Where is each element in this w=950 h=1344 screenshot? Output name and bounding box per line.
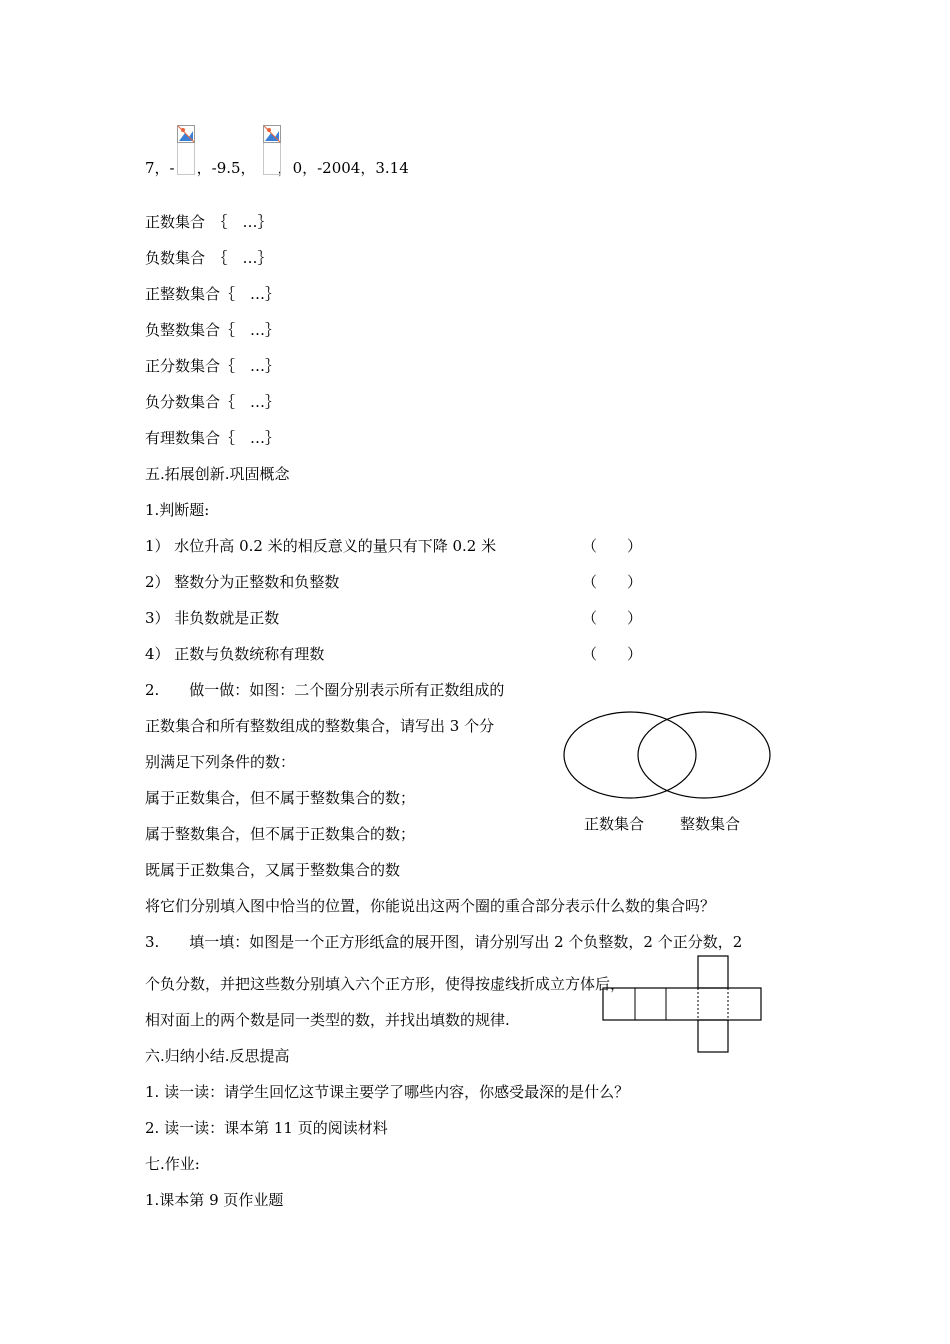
section6-item: 1. 读一读：请学生回忆这节课主要学了哪些内容，你感受最深的是什么？ <box>145 1083 630 1101</box>
q7-tail: ，0，-2004，3.14 <box>277 159 409 177</box>
q3-line: 3. 填一填：如图是一个正方形纸盒的展开图，请分别写出 2 个负整数，2 个正分数，2 <box>145 933 743 951</box>
positive-set-circle <box>564 712 696 798</box>
set-positive-integer: 正整数集合｛ …｝ <box>145 285 281 303</box>
judge-blank[interactable]: （ ） <box>582 537 643 555</box>
q2-line: 属于整数集合，但不属于正数集合的数； <box>145 825 416 843</box>
q2-line: 别满足下列条件的数： <box>145 753 296 771</box>
venn-diagram <box>558 708 778 803</box>
judge-item: 2） 整数分为正整数和负整数 <box>145 573 340 591</box>
q2-line: 2. 做一做：如图：二个圈分别表示所有正数组成的 <box>145 681 505 699</box>
judge-blank[interactable]: （ ） <box>582 573 643 591</box>
q2-line: 正数集合和所有整数组成的整数集合，请写出 3 个分 <box>145 717 495 735</box>
cube-net-diagram <box>602 955 764 1055</box>
section5-title: 五.拓展创新.巩固概念 <box>145 465 290 483</box>
q7-mid: ，-9.5， <box>196 159 256 177</box>
q2-line: 属于正数集合，但不属于整数集合的数； <box>145 789 416 807</box>
set-positive: 正数集合 ｛ …｝ <box>145 213 273 231</box>
set-negative: 负数集合 ｛ …｝ <box>145 249 273 267</box>
q2-line: 将它们分别填入图中恰当的位置，你能说出这两个圈的重合部分表示什么数的集合吗？ <box>145 897 716 915</box>
section7-item: 1.课本第 9 页作业题 <box>145 1191 284 1209</box>
q3-line: 个负分数，并把这些数分别填入六个正方形，使得按虚线折成立方体后， <box>145 975 626 993</box>
judge-blank[interactable]: （ ） <box>582 645 643 663</box>
set-positive-fraction: 正分数集合｛ …｝ <box>145 357 281 375</box>
venn-label-integer: 整数集合 <box>680 815 741 833</box>
section7-title: 七.作业: <box>145 1155 200 1173</box>
section6-item: 2. 读一读：课本第 11 页的阅读材料 <box>145 1119 388 1137</box>
judge-item: 4） 正数与负数统称有理数 <box>145 645 325 663</box>
section6-title: 六.归纳小结.反思提高 <box>145 1047 290 1065</box>
judge-item: 3） 非负数就是正数 <box>145 609 280 627</box>
venn-label-positive: 正数集合 <box>584 815 645 833</box>
q2-line: 既属于正数集合，又属于整数集合的数 <box>145 861 401 879</box>
set-negative-integer: 负整数集合｛ …｝ <box>145 321 281 339</box>
judge-item: 1） 水位升高 0.2 米的相反意义的量只有下降 0.2 米 <box>145 537 497 555</box>
broken-image-icon <box>263 125 281 175</box>
q3-line: 相对面上的两个数是同一类型的数，并找出填数的规律. <box>145 1011 510 1029</box>
set-rational: 有理数集合｛ …｝ <box>145 429 281 447</box>
q7-prefix: 7，- <box>145 159 175 177</box>
judge-blank[interactable]: （ ） <box>582 609 643 627</box>
integer-set-circle <box>638 712 770 798</box>
judge-title: 1.判断题: <box>145 501 210 519</box>
set-negative-fraction: 负分数集合｛ …｝ <box>145 393 281 411</box>
broken-image-icon <box>177 125 195 175</box>
